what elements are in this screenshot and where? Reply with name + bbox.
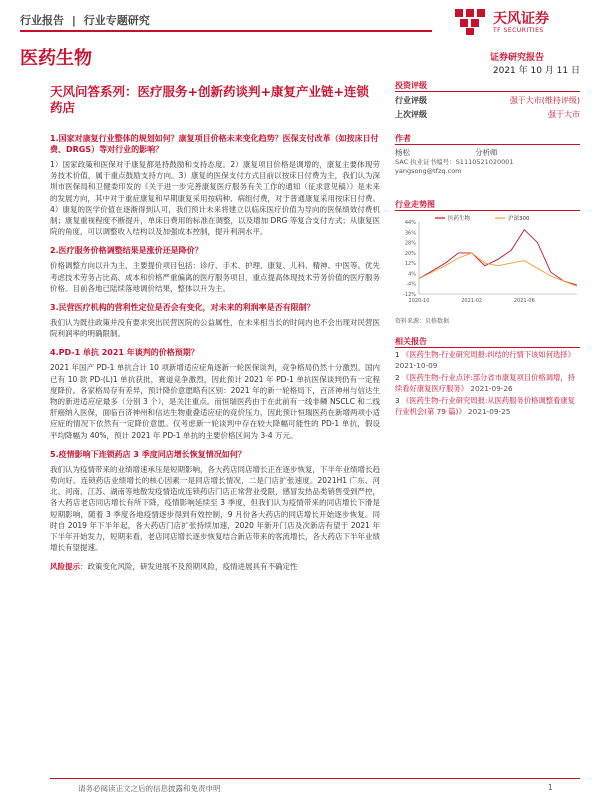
section-answer: 我们认为既往政策并没有要求突出民营医院的公益属性，在未来相当长的时间内也不会出现对民营医院利润率的明确限制。	[50, 318, 380, 339]
y-tick-label: -4%	[406, 281, 416, 288]
related-item[interactable]	[395, 396, 580, 417]
industry-rating-row	[395, 95, 580, 106]
related-item-num: 1	[395, 350, 400, 359]
related-item-title: 《医药生物-行业点评:部分省市康复项目价格调增，持续看好康复医疗服务》	[395, 373, 575, 393]
risk-notice	[50, 561, 380, 572]
y-tick-label: 4%	[408, 271, 416, 278]
trend-rule	[395, 210, 580, 211]
report-type: 证券研究报告	[490, 53, 545, 63]
y-tick-label: 20%	[404, 250, 416, 257]
trend-heading: 行业走势图	[395, 200, 435, 209]
author-title: 分析师	[475, 148, 498, 157]
related-rule	[395, 347, 580, 348]
author-license: SAC 执业证书编号：S1110521020001	[395, 157, 514, 166]
rating-rule	[395, 91, 580, 92]
section-answer: 价格调整方向以升为主，主要提价项目包括：诊疗、手术、护理、康复、儿科、精神、中医等。优先考虑技术劳务占比高、成本和价格严重偏离的医疗服务项目，重点提高体现技术劳务价值的医疗服务价格。目前各地已陆续落地调价结果，整体以升为主。	[50, 261, 380, 293]
related-item-title: 《医药生物-行业研究周报:从医药服务价格调整看康复行业机会(第 79 篇)》	[395, 396, 575, 416]
previous-rating-value: 强于大市	[548, 110, 580, 119]
related-item-date: 2021-09-25	[468, 406, 511, 416]
related-item-date: 2021-10-09	[395, 360, 438, 370]
related-item-date: 2021-09-26	[470, 383, 513, 393]
logo-text-cn: 天风证券	[493, 11, 549, 27]
footer-disclaimer: 请务必阅读正文之后的信息披露和免责申明	[78, 784, 221, 793]
header-subcategory: 行业专题研究	[83, 14, 150, 27]
header-category: 行业报告	[20, 14, 64, 27]
x-tick-label: 2021-02	[461, 298, 483, 304]
legend-label: 沪深300	[508, 216, 530, 222]
section-question: 3.民营医疗机构的营利性定位是否会有变化，对未来的利润率是否有限制？	[50, 303, 315, 313]
related-heading: 相关报告	[395, 337, 427, 346]
related-item-num: 2	[395, 373, 400, 382]
related-item[interactable]	[395, 373, 580, 394]
series-line-csi300	[419, 253, 577, 286]
report-date: 2021 年 10 月 11 日	[492, 66, 580, 76]
y-tick-label: 44%	[404, 220, 416, 226]
author-heading: 作者	[395, 134, 411, 143]
industry-rating-label: 行业评级	[395, 96, 427, 105]
x-tick-label: 2021-06	[513, 298, 535, 304]
y-tick-label: 28%	[404, 240, 416, 247]
sector-title: 医药生物	[20, 48, 92, 69]
section-answer: 2021 年国产 PD-1 单抗合计 10 项新增适应症角逐新一轮医保谈判，竞争格局仍然十分激烈。国内已有 10 款 PD-(L)1 单抗获批，赛道竞争激烈，因此预计 2021 年 PD-1 单抗医保谈判仍有一定程度降价。各家格局存有差异，预计降价意愿略有区别：2021 年的新一轮格局下，百济神州与信达生物的新进适应症最多（分别 3 个），是关注重点。而恒瑞医药由于在此前有一线非鳞 NSCLC 和二线肝癌纳入医保，面临百济神州和信达生物重叠适应症的竞价压力，因此预计恒瑞医药在新增两项小适应症的情况下依然有一定降价意愿。仅考虑新一轮谈判中存在较大降幅可能性的 PD-1 单抗，假设平均降幅为 40%，预计 2021 年 PD-1 单抗的主要价格区间为 3-4 万元。	[50, 363, 380, 440]
page-number: 1	[548, 783, 553, 792]
author-name: 杨松	[395, 148, 410, 157]
company-logo	[453, 6, 593, 38]
industry-trend-chart	[395, 214, 580, 306]
header-separator: |	[71, 14, 76, 27]
section-question: 2.医疗服务价格调整结果是涨价还是降价？	[50, 246, 203, 256]
legend-label: 医药生物	[448, 216, 471, 222]
header-breadcrumb	[20, 12, 150, 28]
logo-text-en: TF SECURITIES	[493, 27, 544, 34]
logo-mark-icon	[453, 6, 487, 36]
related-item-num: 3	[395, 396, 400, 405]
previous-rating-label: 上次评级	[395, 110, 427, 119]
section-answer: 1）国家政策和医保对于康复都是持鼓励和支持态度。2）康复项目价格是调增的，康复主要体现劳务技术价值，属于重点鼓励支持方向。3）康复的医保支付方式目前以按床日付费为主，我们认为深圳市医保局和卫健委印发的《关于进一步完善康复医疗服务有关工作的通知（征求意见稿）》是未来的发展方向，其中对于重症康复和早期康复采用按病种、病组付费，对于普通康复采用按床日付费。4）康复的医学价值在逐渐得到认可，我们预计未来将建立以临床医疗价值为导向的医保绩效付费机制；康复重视程度不断提升，单床日费用的标准在调整，以及增加 DRG 等复合支付方式；从康复医院的角度，可以调整收入结构以及加强成本控制，提升利润水平。	[50, 160, 380, 237]
related-list	[395, 350, 580, 417]
footer-rule	[50, 778, 580, 779]
report-title: 天风问答系列：医疗服务+创新药谈判+康复产业链+连锁药店	[50, 84, 369, 115]
x-tick-label: 2020-10	[408, 298, 430, 304]
industry-rating-value: 强于大市(维持评级)	[509, 96, 580, 105]
y-tick-label: -12%	[403, 292, 416, 298]
section-question: 4.PD-1 单抗 2021 年谈判的价格预期？	[50, 348, 199, 358]
related-item-title: 《医药生物-行业研究周报:纠结的行情下该如何选择》	[401, 350, 575, 359]
y-tick-label: 12%	[404, 261, 416, 268]
risk-text: ：政策变化风险，研发进展不及预期风险，疫情进展具有不确定性	[80, 562, 298, 572]
risk-label: 风险提示	[50, 562, 80, 572]
author-email[interactable]: yangsong@tfzq.com	[395, 167, 462, 175]
section-question: 1.国家对康复行业整体的规划如何？康复项目价格未来变化趋势？医保支付改革（如按床日付费、DRGS）等对行业的影响？	[50, 134, 379, 154]
author-rule	[395, 144, 580, 145]
report-body	[50, 133, 380, 572]
previous-rating-row	[395, 109, 580, 120]
author-block	[395, 148, 580, 177]
rating-heading: 投资评级	[395, 81, 427, 90]
header-rule	[20, 30, 432, 32]
trend-source: 资料来源：贝格数据	[395, 318, 450, 325]
section-question: 5.疫情影响下连锁药店 3 季度同店增长恢复情况如何？	[50, 449, 246, 459]
related-item[interactable]	[395, 350, 580, 371]
section-answer: 我们认为疫情带来的业绩增速承压是短期影响，各大药店同店增长正在逐步恢复，下半年业绩增长趋势向好。连锁药店业绩增长的核心因素一是同店增长情况，二是门店扩张速度。2021H1 广东、河北、河南、江苏、湖南等地散发疫情造成连锁药店门店正常营业受限，感冒发热品类销售受到严控，各大药店老店同店增长有所下降，疫情影响延续至 3 季度，但我们认为疫情带来的同店增长下滑是短期影响，随着 3 季度各地疫情逐步得到有效控制，9 月份各大药店的同店增长开始逐步恢复。同时自 2019 年下半年起，各大药店门店扩张持续加速，2020 年新开门店及次新店有望于 2021 年下半年开始发力，短期来看，老店同店增长逐步恢复结合新店带来的客流增长，各大药店下半年业绩增长有望提速。	[50, 464, 380, 553]
y-tick-label: 36%	[404, 230, 416, 237]
